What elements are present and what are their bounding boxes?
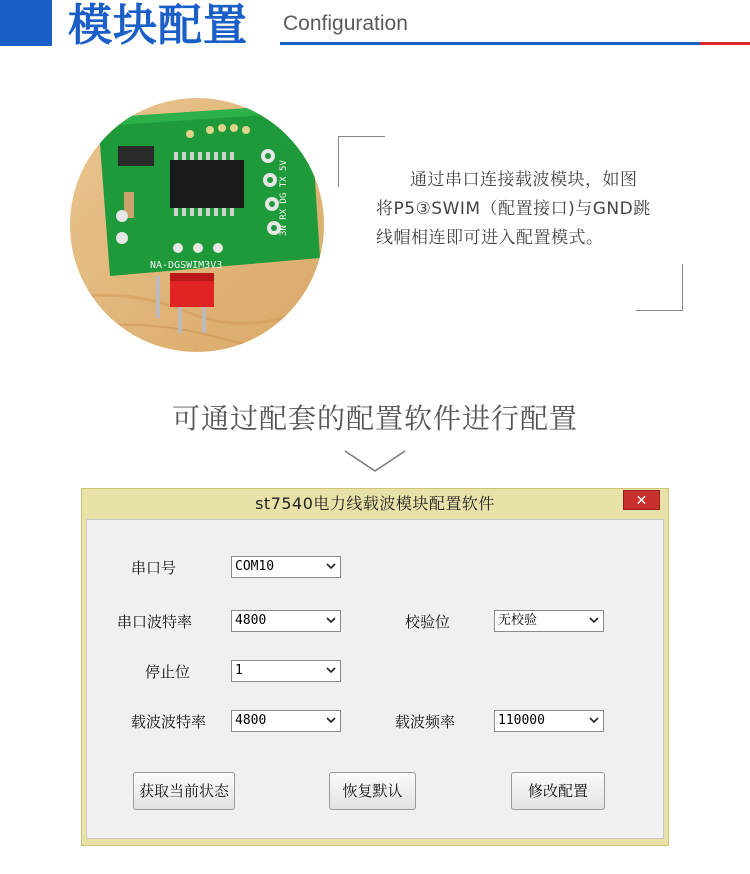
chevron-down-icon — [589, 615, 599, 625]
baud-rate-label: 串口波特率 — [117, 613, 193, 631]
chevron-down-icon — [589, 715, 599, 725]
modify-config-button[interactable]: 修改配置 — [511, 772, 605, 810]
parity-select[interactable]: 无校验 — [494, 610, 604, 632]
page-title: 模块配置 — [68, 0, 248, 51]
com-port-label: 串口号 — [131, 559, 177, 577]
config-dialog-window — [81, 488, 669, 846]
carrier-baud-label: 载波波特率 — [131, 713, 207, 731]
pcb-pin-label: NA-DGSWIM3V3 — [150, 260, 223, 271]
pcb-side-label: 3N RX DG TX 5V — [279, 160, 289, 236]
chevron-down-icon — [326, 615, 336, 625]
stop-bits-select[interactable]: 1 — [231, 660, 341, 682]
chevron-down-icon — [343, 449, 407, 475]
dialog-title: st7540电力线载波模块配置软件 — [255, 494, 495, 513]
software-caption: 可通过配套的配置软件进行配置 — [171, 402, 578, 435]
chevron-down-icon — [326, 561, 336, 571]
dialog-client-area — [86, 519, 664, 839]
carrier-frequency-label: 载波频率 — [395, 713, 456, 731]
com-port-select[interactable]: COM10 — [231, 556, 341, 578]
header-accent-block — [0, 0, 52, 46]
pcb-module-photo — [70, 98, 324, 352]
get-status-button[interactable]: 获取当前状态 — [133, 772, 235, 810]
desc-bracket-bottom-right — [636, 264, 683, 311]
parity-label: 校验位 — [405, 613, 451, 631]
page-subtitle: Configuration — [283, 12, 408, 35]
chevron-down-icon — [326, 715, 336, 725]
chevron-down-icon — [326, 665, 336, 675]
close-button[interactable]: ✕ — [623, 490, 660, 510]
config-instructions: 通过串口连接载波模块，如图将P5③SWIM（配置接口)与GND跳线帽相连即可进入配置模式。 — [376, 170, 651, 248]
restore-default-button[interactable]: 恢复默认 — [329, 772, 416, 810]
header-divider-accent — [700, 42, 750, 45]
baud-rate-select[interactable]: 4800 — [231, 610, 341, 632]
carrier-baud-select[interactable]: 4800 — [231, 710, 341, 732]
stop-bits-label: 停止位 — [145, 663, 191, 681]
carrier-frequency-select[interactable]: 110000 — [494, 710, 604, 732]
header-divider — [280, 42, 700, 45]
